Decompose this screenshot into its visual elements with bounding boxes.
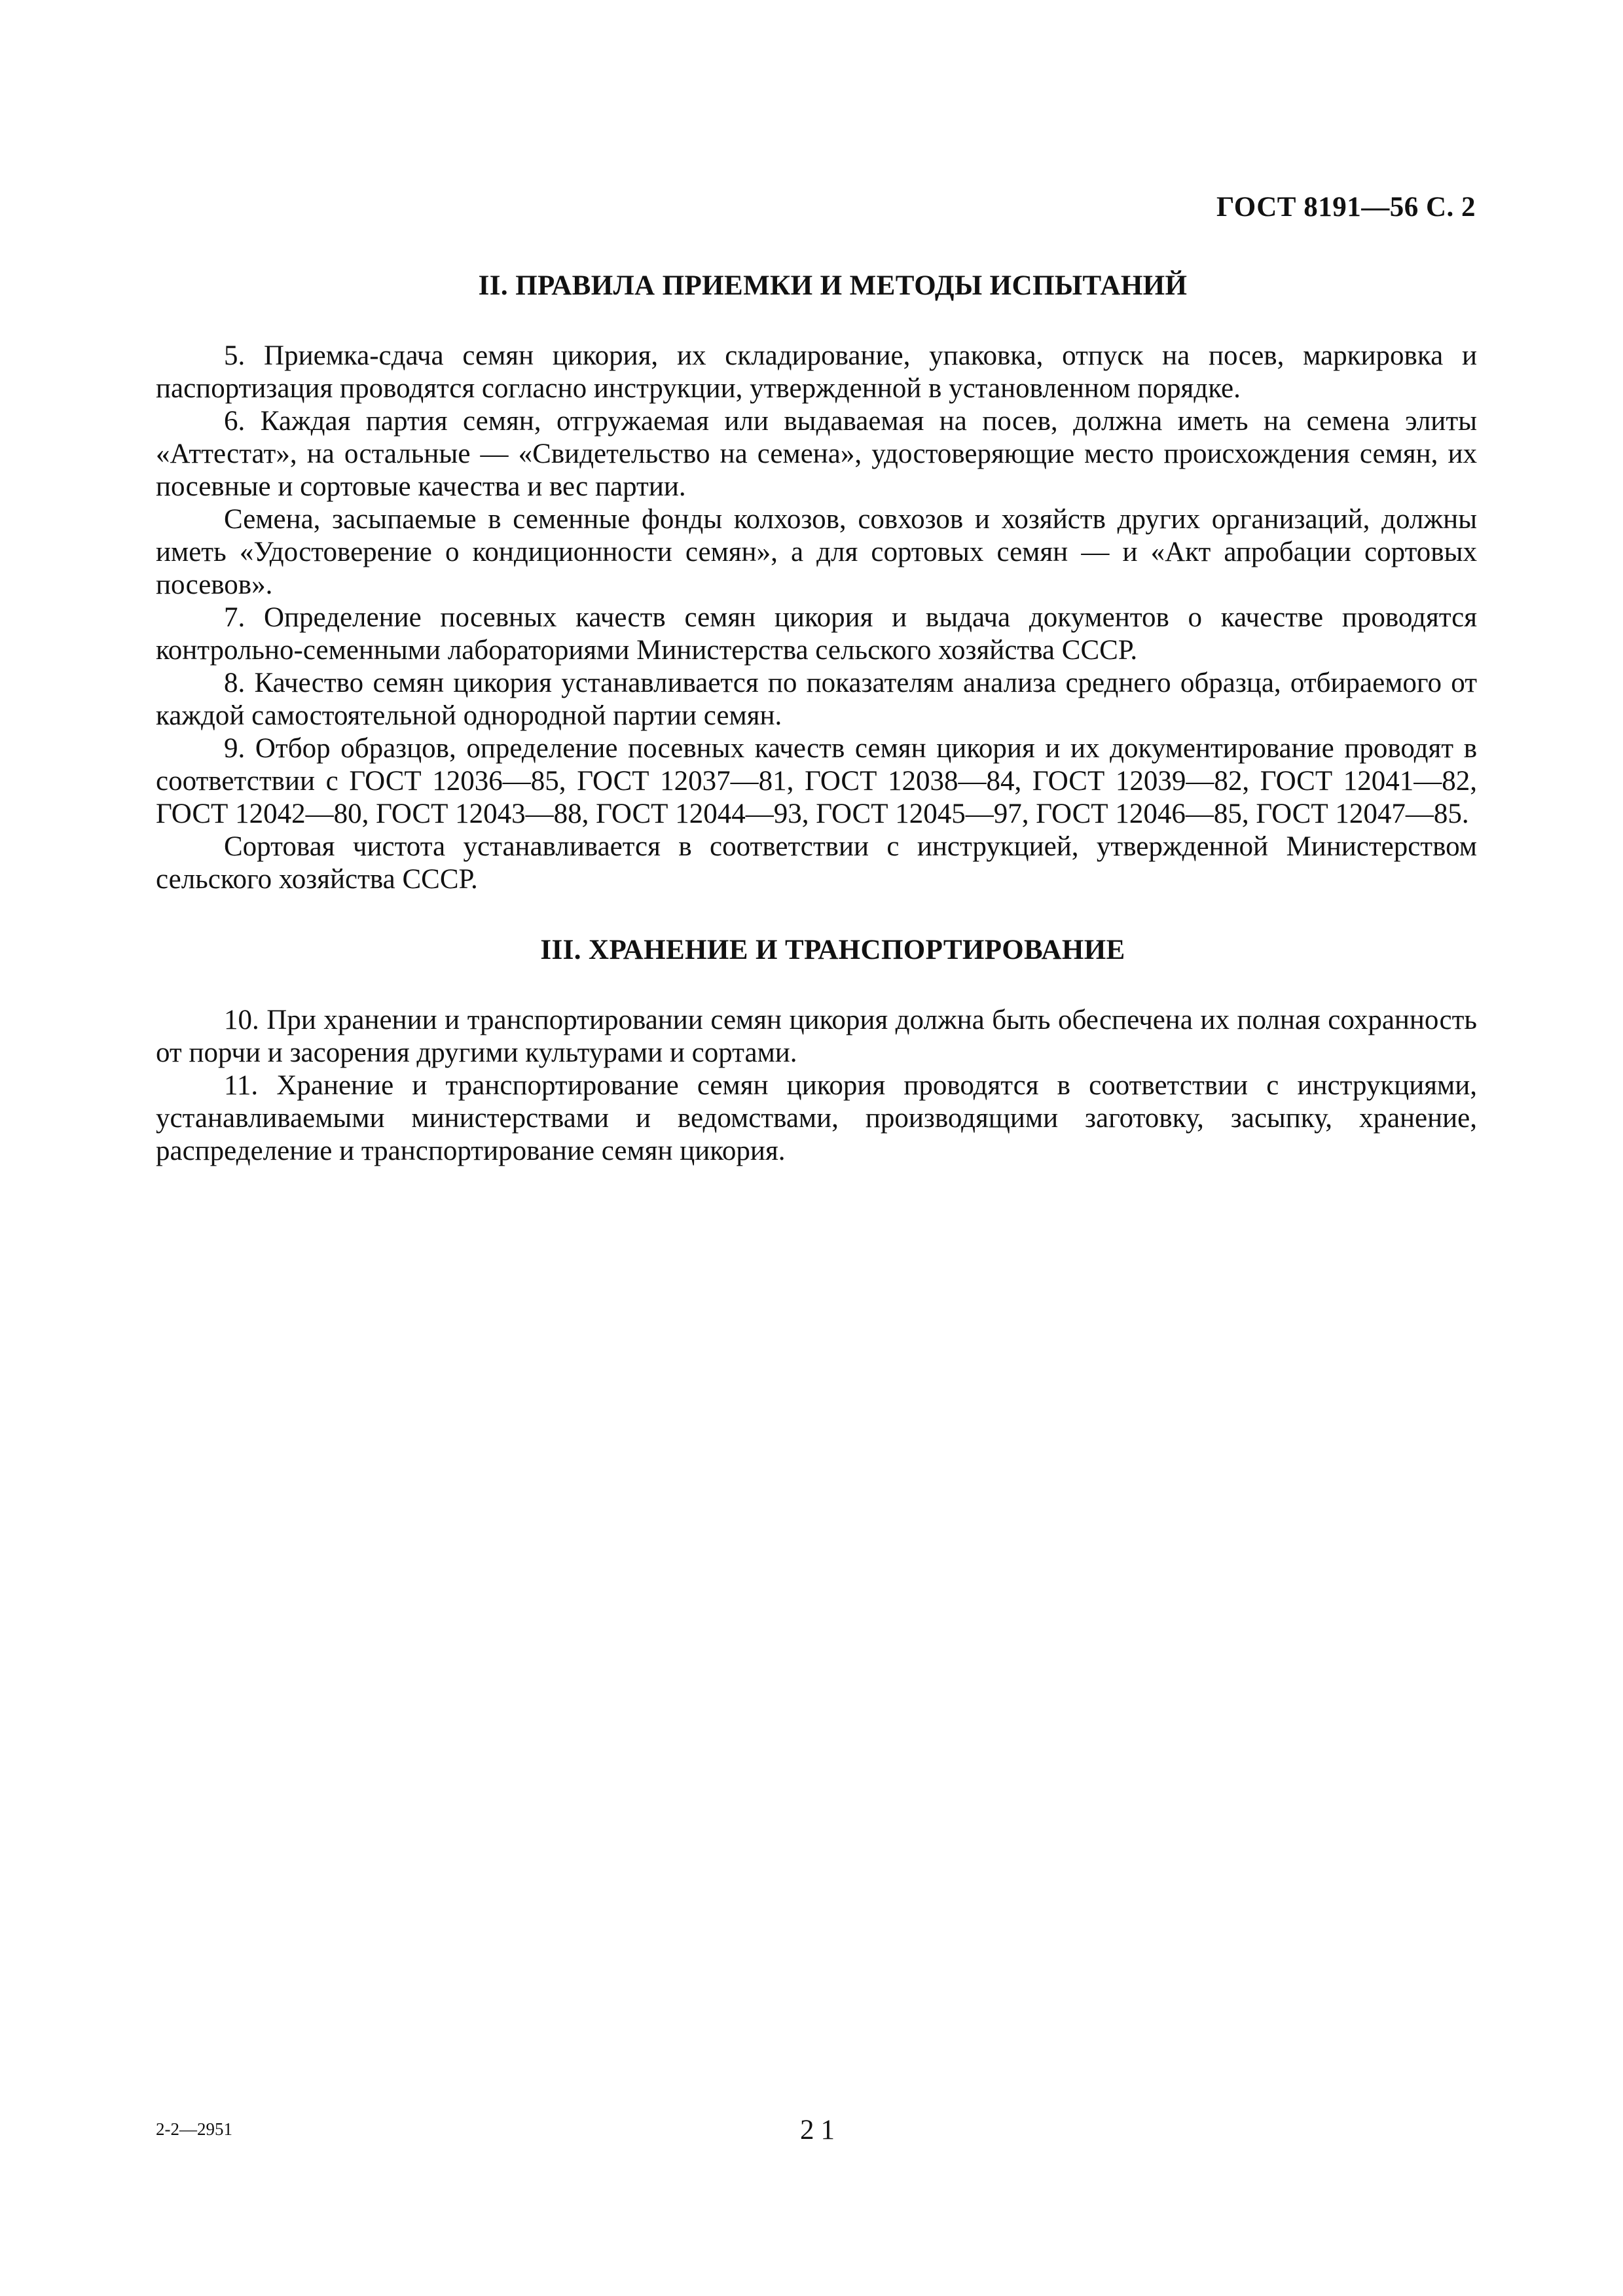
running-head: ГОСТ 8191—56 С. 2 [1216,192,1476,223]
paragraph-varietal-purity: Сортовая чистота устанавливается в соответствии с инструкцией, утвержденной Министерством сельского хозяйства СССР. [156,831,1477,895]
paragraph-7: 7. Определение посевных качеств семян цикория и выдача документов о качестве проводятся контрольно-семенными лабораториями Министерства сельского хозяйства СССР. [156,602,1477,666]
footer-print-code: 2-2—2951 [156,2119,232,2139]
paragraph-9: 9. Отбор образцов, определение посевных качеств семян цикория и их документирование проводят в соответствии с ГОСТ 12036—85, ГОСТ 12037—81, ГОСТ 12038—84, ГОСТ 12039—82, ГОСТ 12041—82, ГОСТ 12042—80, ГОСТ 12043—88, ГОСТ 12044—93, ГОСТ 12045—97, ГОСТ 12046—85, ГОСТ 12047—85. [156,733,1477,829]
paragraph-seed-funds: Семена, засыпаемые в семенные фонды колхозов, совхозов и хозяйств других организаций, должны иметь «Удостоверение о кондиционности семян», а для сортовых семян — и «Акт апробации сортовых посевов». [156,504,1477,600]
document-body [156,270,1477,1168]
paragraph-10: 10. При хранении и транспортировании семян цикория должна быть обеспечена их полная сохранность от порчи и засорения другими культурами и сортами. [156,1005,1477,1068]
section-title-storage: III. ХРАНЕНИЕ И ТРАНСПОРТИРОВАНИЕ [540,935,1125,965]
paragraph-8: 8. Качество семян цикория устанавливается по показателям анализа среднего образца, отбираемого от каждой самостоятельной однородной партии семян. [156,668,1477,731]
section-title-acceptance: II. ПРАВИЛА ПРИЕМКИ И МЕТОДЫ ИСПЫТАНИЙ [478,270,1188,301]
paragraph-6: 6. Каждая партия семян, отгружаемая или выдаваемая на посев, должна иметь на семена элиты «Аттестат», на остальные — «Свидетельство на семена», удостоверяющие место происхождения семян, их посевные и сортовые качества и вес партии. [156,406,1477,502]
paragraph-11: 11. Хранение и транспортирование семян цикория проводятся в соответствии с инструкциями, устанавливаемыми министерствами и ведомствами, производящими заготовку, засыпку, хранение, распределение и транспортирование семян цикория. [156,1070,1477,1166]
paragraph-5: 5. Приемка-сдача семян цикория, их складирование, упаковка, отпуск на посев, маркировка и паспортизация проводятся согласно инструкции, утвержденной в установленном порядке. [156,340,1477,404]
page-number: 21 [800,2115,841,2145]
